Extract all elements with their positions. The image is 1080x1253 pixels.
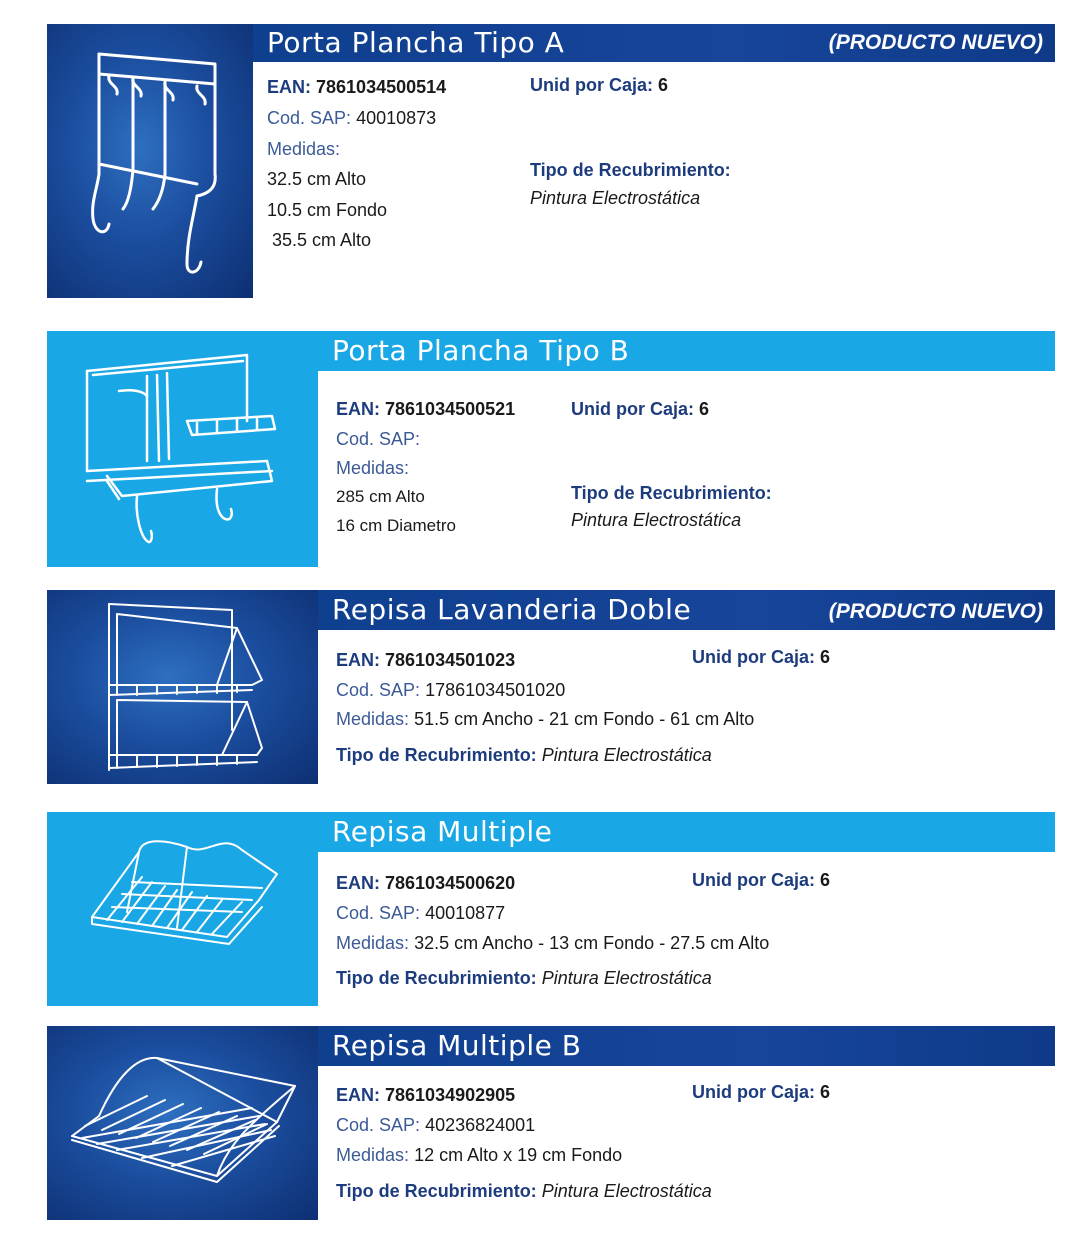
recubrimiento-value [530,188,700,209]
unid-por-caja-row [571,399,709,420]
ean-label: EAN: [267,77,311,97]
ean-row [336,1085,515,1106]
recubrimiento-label: Tipo de Recubrimiento: [530,160,731,180]
unid-por-caja-row [530,75,668,96]
medidas-row [336,1145,622,1166]
recubrimiento-row [336,1181,712,1202]
ean-row [336,873,515,894]
medidas-row [336,933,769,954]
unid-label: Unid por Caja: [571,399,695,419]
medidas-label-row [267,139,340,160]
product-image-panel [47,812,318,1006]
medidas-line: 16 cm Diametro [336,516,456,535]
ean-label: EAN: [336,1085,380,1105]
multiple-shelf-wire-icon [47,812,318,1006]
unid-por-caja-row [692,647,830,668]
cod-sap-row [267,108,436,129]
product-image-panel [47,590,318,784]
unid-label: Unid por Caja: [530,75,654,95]
medidas-label-row [336,458,409,479]
product-image-panel [47,1026,318,1220]
recubrimiento-label-row [530,160,731,181]
recubrimiento-label: Tipo de Recubrimiento: [336,968,537,988]
unid-label: Unid por Caja: [692,647,816,667]
ean-label: EAN: [336,399,380,419]
medidas-label: Medidas: [336,1145,410,1165]
product-card-repisa-multiple [47,812,1055,1006]
cod-sap-label: Cod. SAP: [267,108,352,128]
cod-sap-value: 40010877 [425,903,506,923]
product-card-porta-plancha-tipo-b [47,331,1055,567]
cod-sap-row [336,680,565,701]
product-title: Repisa Lavanderia Doble [332,593,692,626]
unid-value: 6 [820,1082,831,1102]
medidas-value: 51.5 cm Ancho - 21 cm Fondo - 61 cm Alto [414,709,755,729]
cod-sap-value: 40010873 [356,108,437,128]
product-title-bar [318,590,1055,630]
product-card-porta-plancha-tipo-a [47,24,1055,298]
unid-value: 6 [820,647,831,667]
cod-sap-value: 17861034501020 [425,680,566,700]
cod-sap-row [336,903,505,924]
ean-value: 7861034500521 [385,399,516,419]
cod-sap-value: 40236824001 [425,1115,536,1135]
ean-value: 7861034500514 [316,77,447,97]
medidas-label: Medidas: [336,933,410,953]
product-title: Repisa Multiple [332,815,553,848]
ean-label: EAN: [336,873,380,893]
cod-sap-label: Cod. SAP: [336,1115,421,1135]
unid-value: 6 [820,870,831,890]
recubrimiento-text: Pintura Electrostática [541,1181,712,1201]
recubrimiento-text: Pintura Electrostática [541,968,712,988]
cod-sap-label: Cod. SAP: [336,680,421,700]
iron-holder-shelf-wire-icon [47,331,318,567]
ean-row [336,399,515,420]
recubrimiento-value [571,510,741,531]
recubrimiento-text: Pintura Electrostática [541,745,712,765]
product-title-bar [253,24,1055,62]
recubrimiento-label: Tipo de Recubrimiento: [336,1181,537,1201]
recubrimiento-label: Tipo de Recubrimiento: [571,483,772,503]
product-title: Porta Plancha Tipo B [332,334,630,367]
ean-value: 7861034500620 [385,873,516,893]
recubrimiento-label: Tipo de Recubrimiento: [336,745,537,765]
product-image-panel [47,331,318,567]
medidas-line: 285 cm Alto [336,487,425,506]
recubrimiento-text: Pintura Electrostática [530,188,701,208]
product-title-bar [318,331,1055,371]
medidas-value: 12 cm Alto x 19 cm Fondo [414,1145,623,1165]
recubrimiento-row [336,745,712,766]
medidas-line: 10.5 cm Fondo [267,200,388,220]
medidas-value: 32.5 cm Ancho - 13 cm Fondo - 27.5 cm Alto [414,933,770,953]
new-product-badge: (PRODUCTO NUEVO) [828,600,1043,623]
unid-label: Unid por Caja: [692,870,816,890]
medidas-label: Medidas: [336,709,410,729]
ean-value: 7861034501023 [385,650,516,670]
recubrimiento-label-row [571,483,772,504]
cod-sap-label: Cod. SAP: [336,429,421,449]
product-title: Repisa Multiple B [332,1029,582,1062]
product-title-bar [318,1026,1055,1066]
medidas-row [336,709,754,730]
ean-row [267,77,446,98]
double-shelf-wire-icon [47,590,318,784]
new-product-badge: (PRODUCTO NUEVO) [828,31,1043,54]
unid-value: 6 [699,399,710,419]
medidas-line: 32.5 cm Alto [267,169,367,189]
medidas-label: Medidas: [336,458,410,478]
unid-label: Unid por Caja: [692,1082,816,1102]
cod-sap-label: Cod. SAP: [336,903,421,923]
medidas-line: 35.5 cm Alto [267,230,372,250]
unid-value: 6 [658,75,669,95]
cod-sap-row [336,1115,535,1136]
basket-shelf-wire-icon [47,1026,318,1220]
product-title-bar [318,812,1055,852]
product-image-panel [47,24,253,298]
ean-value: 7861034902905 [385,1085,516,1105]
cod-sap-row [336,429,420,450]
ean-row [336,650,515,671]
recubrimiento-row [336,968,712,989]
product-card-repisa-lavanderia-doble [47,590,1055,784]
ean-label: EAN: [336,650,380,670]
medidas-label: Medidas: [267,139,341,159]
unid-por-caja-row [692,870,830,891]
product-title: Porta Plancha Tipo A [267,26,565,59]
recubrimiento-text: Pintura Electrostática [571,510,742,530]
product-card-repisa-multiple-b [47,1026,1055,1220]
iron-holder-wire-icon [47,24,253,298]
unid-por-caja-row [692,1082,830,1103]
